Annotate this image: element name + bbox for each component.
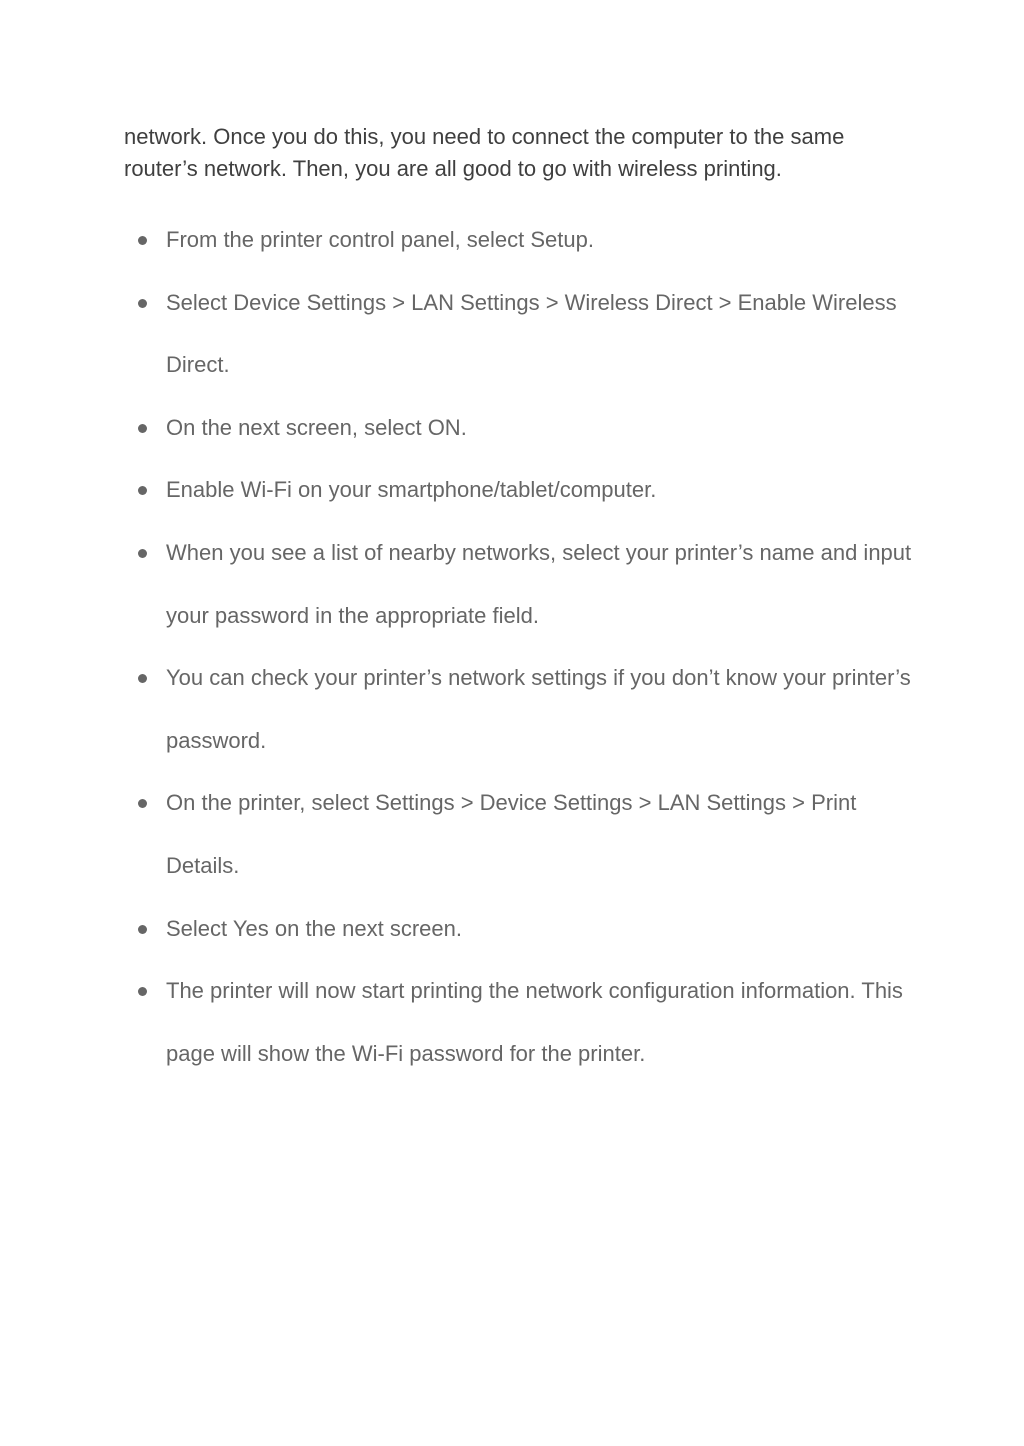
list-item-text: You can check your printer’s network settings if you don’t know your printer’s password. (166, 665, 911, 753)
bullet-icon (138, 925, 147, 934)
list-item (124, 772, 924, 897)
list-item-text: When you see a list of nearby networks, select your printer’s name and input your password in the appropriate field. (166, 539, 912, 628)
list-item-text: The printer will now start printing the network configuration information. This page will show the Wi-Fi password for the printer. (166, 978, 903, 1066)
list-item (124, 522, 924, 647)
bullet-icon (138, 674, 147, 683)
list-item (124, 397, 924, 460)
steps-list (124, 209, 924, 1085)
list-item-text: On the printer, select Settings > Device Settings > LAN Settings > Print Details. (166, 790, 857, 878)
list-item (124, 272, 924, 397)
list-item (124, 209, 924, 272)
list-item-text: Select Device Settings > LAN Settings > Wireless Direct > Enable Wireless Direct. (166, 289, 897, 378)
bullet-icon (138, 236, 147, 245)
list-item (124, 459, 924, 522)
bullet-icon (138, 299, 147, 308)
bullet-icon (138, 987, 147, 996)
list-item (124, 647, 924, 772)
list-item-text: On the next screen, select ON. (166, 414, 467, 440)
list-item (124, 898, 924, 961)
list-item-text: Select Yes on the next screen. (166, 915, 462, 941)
bullet-icon (138, 799, 147, 808)
intro-paragraph: network. Once you do this, you need to connect the computer to the same router’s network. Then, you are all good to go with wireless printing. (124, 124, 845, 181)
list-item-text: Enable Wi-Fi on your smartphone/tablet/computer. (166, 477, 657, 503)
bullet-icon (138, 486, 147, 495)
bullet-icon (138, 549, 147, 558)
list-item-text: From the printer control panel, select Setup. (166, 227, 594, 252)
list-item (124, 960, 924, 1085)
bullet-icon (138, 424, 147, 433)
